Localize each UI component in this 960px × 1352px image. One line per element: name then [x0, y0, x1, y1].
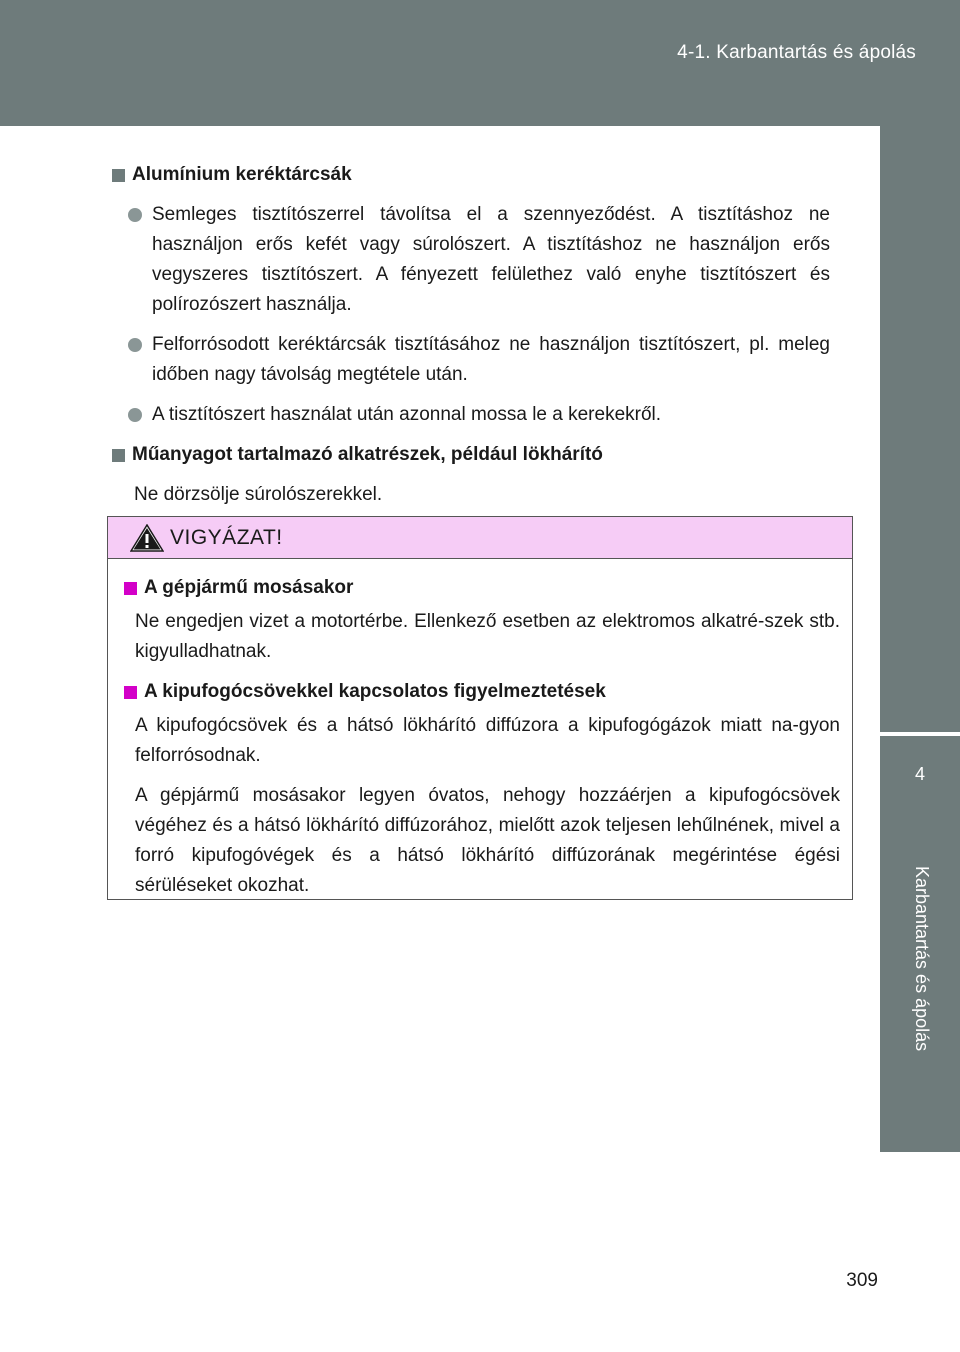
circle-bullet-icon: [128, 408, 142, 422]
warning-paragraph: Ne engedjen vizet a motortérbe. Ellenkező esetben az elektromos alkatré-szek stb. kigyulladhatnak.: [135, 611, 840, 662]
list-item-text: Felforrósodott keréktárcsák tisztításához ne használjon tisztítószert, pl. meleg időben nagy távolság megtétele után.: [152, 334, 830, 385]
chapter-number: 4: [914, 764, 925, 784]
list-item: [112, 330, 830, 390]
list-item: [112, 400, 830, 430]
list-item-text: Semleges tisztítószerrel távolítsa el a szennyeződést. A tisztításhoz ne használjon erős kefét vagy súrolószert. A tisztításhoz ne használjon erős vegyszeres tisztítószert. A fényezett felülethez való enyhe tisztítószert és polírozószert használja.: [152, 204, 830, 315]
page-header: [0, 0, 960, 126]
section-heading-wheels: [112, 160, 830, 190]
heading-text: A kipufogócsövekkel kapcsolatos figyelmeztetések: [144, 681, 606, 702]
warning-paragraph: A kipufogócsövek és a hátsó lökhárító diffúzora a kipufogógázok miatt na-gyon felforrósodnak.: [135, 715, 840, 766]
warning-paragraph: A gépjármű mosásakor legyen óvatos, nehogy hozzáérjen a kipufogócsövek végéhez és a hátsó lökhárító diffúzorához, mielőtt azok teljesen lehűlnének, mivel a forró kipufogóvégek és a hátsó lökhárító diffúzorának megérintése égési sérüléseket okozhat.: [135, 785, 840, 896]
square-bullet-icon: [124, 582, 137, 595]
paragraph: Ne dörzsölje súrolószerekkel.: [134, 484, 383, 505]
heading-text: Alumínium keréktárcsák: [132, 164, 352, 185]
chapter-label: Karbantartás és ápolás: [912, 866, 932, 1052]
list-item-text: A tisztítószert használat után azonnal mossa le a kerekekről.: [152, 404, 662, 425]
warning-title: VIGYÁZAT!: [170, 525, 283, 549]
page-number: 309: [846, 1270, 878, 1291]
section-heading-plastic: [112, 440, 830, 470]
section-title: 4-1. Karbantartás és ápolás: [677, 42, 916, 63]
warning-header: [108, 517, 852, 559]
list-item: [112, 200, 830, 320]
warning-heading-washing: [124, 573, 840, 603]
circle-bullet-icon: [128, 338, 142, 352]
warning-body: [108, 559, 852, 901]
warning-triangle-icon: [130, 524, 164, 552]
square-bullet-icon: [112, 169, 125, 182]
heading-text: Műanyagot tartalmazó alkatrészek, például lökhárító: [132, 444, 603, 465]
square-bullet-icon: [112, 449, 125, 462]
warning-box: [107, 516, 853, 900]
side-tab-divider: [880, 732, 960, 736]
heading-text: A gépjármű mosásakor: [144, 577, 354, 598]
circle-bullet-icon: [128, 208, 142, 222]
warning-heading-exhaust: [124, 677, 840, 707]
chapter-side-tab: [880, 126, 960, 1152]
square-bullet-icon: [124, 686, 137, 699]
main-content: [112, 160, 830, 520]
